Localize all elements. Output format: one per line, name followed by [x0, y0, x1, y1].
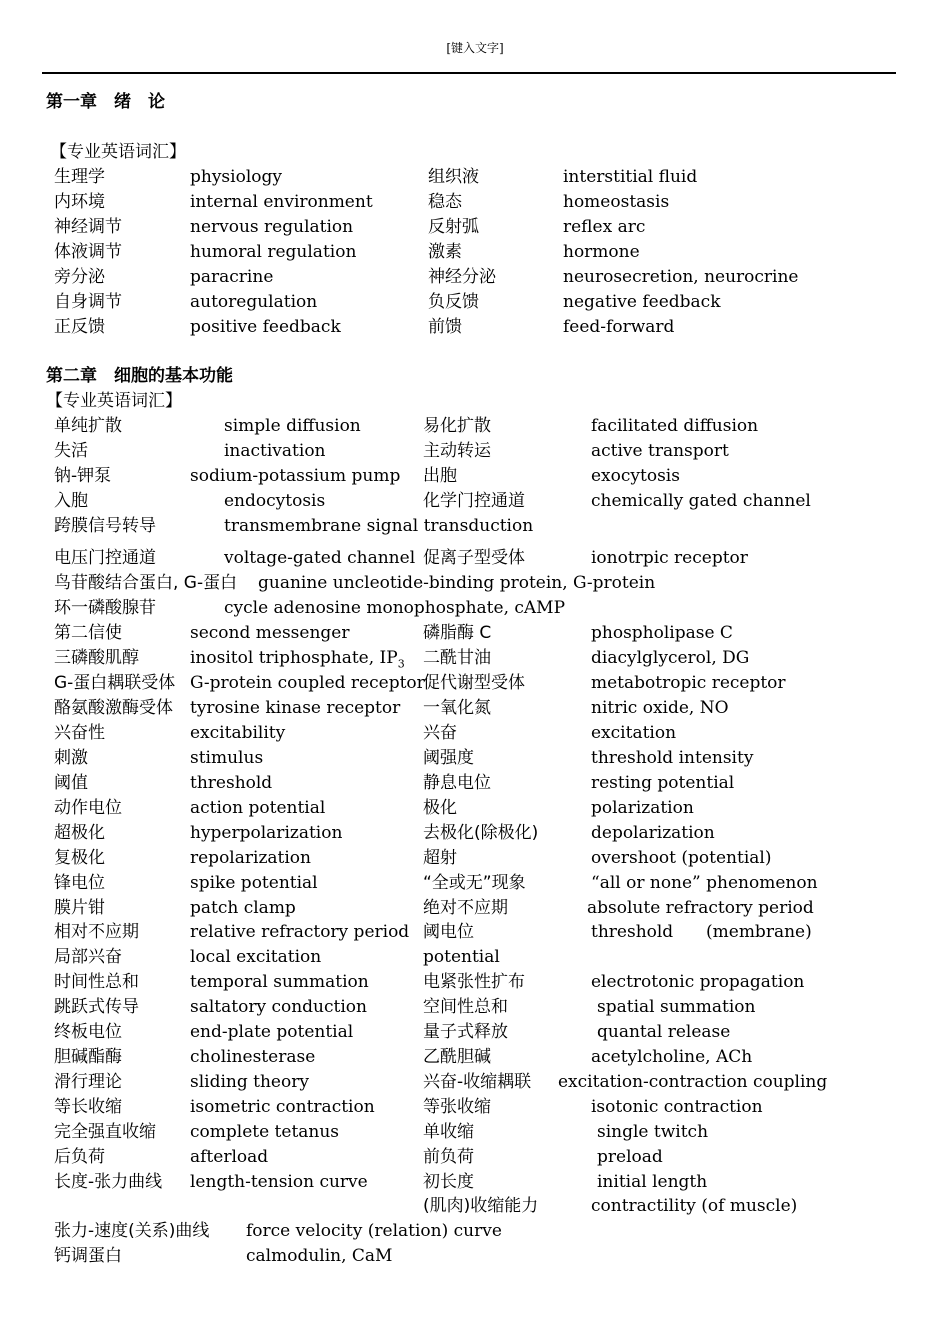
- term-english: humoral regulation: [190, 242, 357, 262]
- term-english: interstitial fluid: [563, 167, 698, 187]
- term-english: paracrine: [190, 267, 274, 287]
- term-english: G-protein coupled receptor: [190, 673, 425, 693]
- term-english: negative feedback: [563, 292, 721, 312]
- term-english: tyrosine kinase receptor: [190, 698, 401, 718]
- term-english: inositol triphosphate, $IP_3$: [190, 648, 405, 671]
- term-chinese: 失活: [54, 441, 88, 461]
- term-chinese: 体液调节: [54, 242, 122, 262]
- term-english: end-plate potential: [190, 1022, 354, 1042]
- term-chinese: 正反馈: [54, 317, 105, 337]
- term-chinese: 化学门控通道: [423, 491, 525, 511]
- term-chinese: 滑行理论: [54, 1072, 122, 1092]
- term-chinese: 刺激: [54, 748, 88, 768]
- term-english: cycle adenosine monophosphate, cAMP: [224, 598, 566, 618]
- term-english: relative refractory period: [190, 922, 410, 942]
- term-english: saltatory conduction: [190, 997, 367, 1017]
- term-chinese: 阈强度: [423, 748, 474, 768]
- ip3-subscript: 3: [397, 657, 405, 671]
- term-chinese: 量子式释放: [423, 1022, 508, 1042]
- term-chinese: 后负荷: [54, 1147, 105, 1167]
- term-chinese: (肌肉)收缩能力: [423, 1196, 539, 1216]
- term-chinese: 锋电位: [54, 873, 105, 893]
- term-english: excitability: [190, 723, 286, 743]
- term-english: spatial summation: [597, 997, 756, 1017]
- term-chinese: 激素: [428, 242, 462, 262]
- term-chinese: 兴奋-收缩耦联: [423, 1072, 532, 1092]
- term-chinese: 等长收缩: [54, 1097, 122, 1117]
- term-chinese: 兴奋: [423, 723, 457, 743]
- term-chinese: 易化扩散: [423, 416, 491, 436]
- term-english: depolarization: [591, 823, 715, 843]
- term-english: hyperpolarization: [190, 823, 343, 843]
- term-english: quantal release: [597, 1022, 731, 1042]
- term-english: overshoot (potential): [591, 848, 772, 868]
- term-chinese: 膜片钳: [54, 898, 105, 918]
- term-chinese: 相对不应期: [54, 922, 139, 942]
- term-english: polarization: [591, 798, 694, 818]
- term-chinese: 极化: [423, 798, 457, 818]
- term-english: chemically gated channel: [591, 491, 811, 511]
- term-chinese: 乙酰胆碱: [423, 1047, 491, 1067]
- term-chinese: 钠-钾泵: [54, 466, 112, 486]
- term-chinese: 负反馈: [428, 292, 479, 312]
- term-chinese: 空间性总和: [423, 997, 508, 1017]
- term-chinese: 第二信使: [54, 623, 122, 643]
- term-chinese: 二酰甘油: [423, 648, 491, 668]
- term-chinese: 入胞: [54, 491, 88, 511]
- term-chinese: 完全强直收缩: [54, 1122, 156, 1142]
- term-chinese: 动作电位: [54, 798, 122, 818]
- term-chinese: 三磷酸肌醇: [54, 648, 139, 668]
- term-english: active transport: [591, 441, 729, 461]
- term-chinese: potential: [423, 947, 500, 967]
- term-english: homeostasis: [563, 192, 670, 212]
- term-english: guanine uncleotide-binding protein, G-protein: [258, 573, 656, 593]
- term-english: ionotrpic receptor: [591, 548, 748, 568]
- term-english: nitric oxide, NO: [591, 698, 729, 718]
- term-chinese: 内环境: [54, 192, 105, 212]
- term-chinese: 电紧张性扩布: [423, 972, 525, 992]
- term-chinese: 组织液: [428, 167, 479, 187]
- term-english: facilitated diffusion: [591, 416, 759, 436]
- term-english: length-tension curve: [190, 1172, 368, 1192]
- term-english: hormone: [563, 242, 640, 262]
- term-english: nervous regulation: [190, 217, 354, 237]
- term-chinese: 跨膜信号转导: [54, 516, 156, 536]
- chapter2-vocab-heading: 【专业英语词汇】: [46, 391, 182, 411]
- term-chinese: 磷脂酶 C: [423, 623, 492, 643]
- term-chinese: 跳跃式传导: [54, 997, 139, 1017]
- term-chinese: 胆碱酯酶: [54, 1047, 122, 1067]
- term-english: isometric contraction: [190, 1097, 375, 1117]
- term-english: stimulus: [190, 748, 264, 768]
- term-chinese: 时间性总和: [54, 972, 139, 992]
- term-english: absolute refractory period: [587, 898, 814, 918]
- term-english: complete tetanus: [190, 1122, 340, 1142]
- chapter1-title: 第一章 绪 论: [46, 92, 165, 112]
- term-chinese: 局部兴奋: [54, 947, 122, 967]
- term-chinese: G-蛋白耦联受体: [54, 673, 176, 693]
- term-chinese: 阈值: [54, 773, 88, 793]
- term-english: threshold: [591, 922, 674, 942]
- term-chinese: 反射弧: [428, 217, 479, 237]
- term-english: repolarization: [190, 848, 311, 868]
- term-chinese: 出胞: [423, 466, 457, 486]
- term-english: internal environment: [190, 192, 373, 212]
- term-english: feed-forward: [563, 317, 675, 337]
- term-english: transmembrane signal transduction: [224, 516, 534, 536]
- term-chinese: 主动转运: [423, 441, 491, 461]
- term-chinese: 环一磷酸腺苷: [54, 598, 156, 618]
- term-english: endocytosis: [224, 491, 326, 511]
- term-english: acetylcholine, ACh: [591, 1047, 753, 1067]
- term-english: autoregulation: [190, 292, 318, 312]
- term-english: positive feedback: [190, 317, 341, 337]
- term-english: “all or none” phenomenon: [591, 873, 818, 893]
- term-english: threshold intensity: [591, 748, 754, 768]
- chapter1-vocab-heading: 【专业英语词汇】: [50, 142, 186, 162]
- term-english: force velocity (relation) curve: [246, 1221, 502, 1241]
- term-english: physiology: [190, 167, 282, 187]
- term-chinese: 张力-速度(关系)曲线: [54, 1221, 210, 1241]
- term-chinese: 神经分泌: [428, 267, 496, 287]
- term-english: single twitch: [597, 1122, 709, 1142]
- term-english: initial length: [597, 1172, 708, 1192]
- term-english: calmodulin, CaM: [246, 1246, 393, 1266]
- term-english: patch clamp: [190, 898, 296, 918]
- term-english: action potential: [190, 798, 326, 818]
- term-chinese: 前馈: [428, 317, 462, 337]
- term-chinese: 阈电位: [423, 922, 474, 942]
- chapter2-title: 第二章 细胞的基本功能: [46, 366, 233, 386]
- term-chinese: 前负荷: [423, 1147, 474, 1167]
- term-english: simple diffusion: [224, 416, 361, 436]
- term-english: cholinesterase: [190, 1047, 316, 1067]
- term-chinese: 生理学: [54, 167, 105, 187]
- term-english: excitation-contraction coupling: [558, 1072, 828, 1092]
- term-english: voltage-gated channel: [224, 548, 416, 568]
- term-english: reflex arc: [563, 217, 646, 237]
- term-english: sliding theory: [190, 1072, 309, 1092]
- term-english: contractility (of muscle): [591, 1196, 798, 1216]
- term-english: resting potential: [591, 773, 735, 793]
- term-chinese: 自身调节: [54, 292, 122, 312]
- term-chinese: 稳态: [428, 192, 462, 212]
- term-english: threshold: [190, 773, 273, 793]
- header-rule: [42, 72, 896, 74]
- term-chinese: 酪氨酸激酶受体: [54, 698, 173, 718]
- term-chinese: 初长度: [423, 1172, 474, 1192]
- term-english: preload: [597, 1147, 663, 1167]
- term-chinese: 去极化(除极化): [423, 823, 539, 843]
- term-chinese: 促离子型受体: [423, 548, 525, 568]
- term-english: electrotonic propagation: [591, 972, 805, 992]
- membrane-note: (membrane): [706, 922, 812, 942]
- term-english: temporal summation: [190, 972, 369, 992]
- term-chinese: 超射: [423, 848, 457, 868]
- term-chinese: 兴奋性: [54, 723, 105, 743]
- term-chinese: “全或无”现象: [423, 873, 526, 893]
- term-english: neurosecretion, neurocrine: [563, 267, 799, 287]
- term-chinese: 鸟苷酸结合蛋白, G-蛋白: [54, 573, 238, 593]
- term-chinese: 旁分泌: [54, 267, 105, 287]
- term-english: exocytosis: [591, 466, 680, 486]
- term-chinese: 单收缩: [423, 1122, 474, 1142]
- term-english: phospholipase C: [591, 623, 733, 643]
- term-chinese: 终板电位: [54, 1022, 122, 1042]
- term-chinese: 长度-张力曲线: [54, 1172, 163, 1192]
- term-chinese: 钙调蛋白: [54, 1246, 122, 1266]
- term-english: second messenger: [190, 623, 350, 643]
- term-chinese: 神经调节: [54, 217, 122, 237]
- term-english: spike potential: [190, 873, 318, 893]
- term-english: excitation: [591, 723, 677, 743]
- term-chinese: 等张收缩: [423, 1097, 491, 1117]
- term-chinese: 单纯扩散: [54, 416, 122, 436]
- term-english: inactivation: [224, 441, 326, 461]
- term-english: diacylglycerol, DG: [591, 648, 750, 668]
- term-english: afterload: [190, 1147, 269, 1167]
- term-chinese: 超极化: [54, 823, 105, 843]
- term-english: local excitation: [190, 947, 322, 967]
- term-chinese: 复极化: [54, 848, 105, 868]
- page-header: [键入文字]: [446, 41, 504, 55]
- term-chinese: 促代谢型受体: [423, 673, 525, 693]
- term-chinese: 一氧化氮: [423, 698, 491, 718]
- term-english: metabotropic receptor: [591, 673, 786, 693]
- term-chinese: 电压门控通道: [54, 548, 156, 568]
- term-chinese: 静息电位: [423, 773, 491, 793]
- term-english: sodium-potassium pump: [190, 466, 401, 486]
- term-chinese: 绝对不应期: [423, 898, 508, 918]
- term-english: isotonic contraction: [591, 1097, 763, 1117]
